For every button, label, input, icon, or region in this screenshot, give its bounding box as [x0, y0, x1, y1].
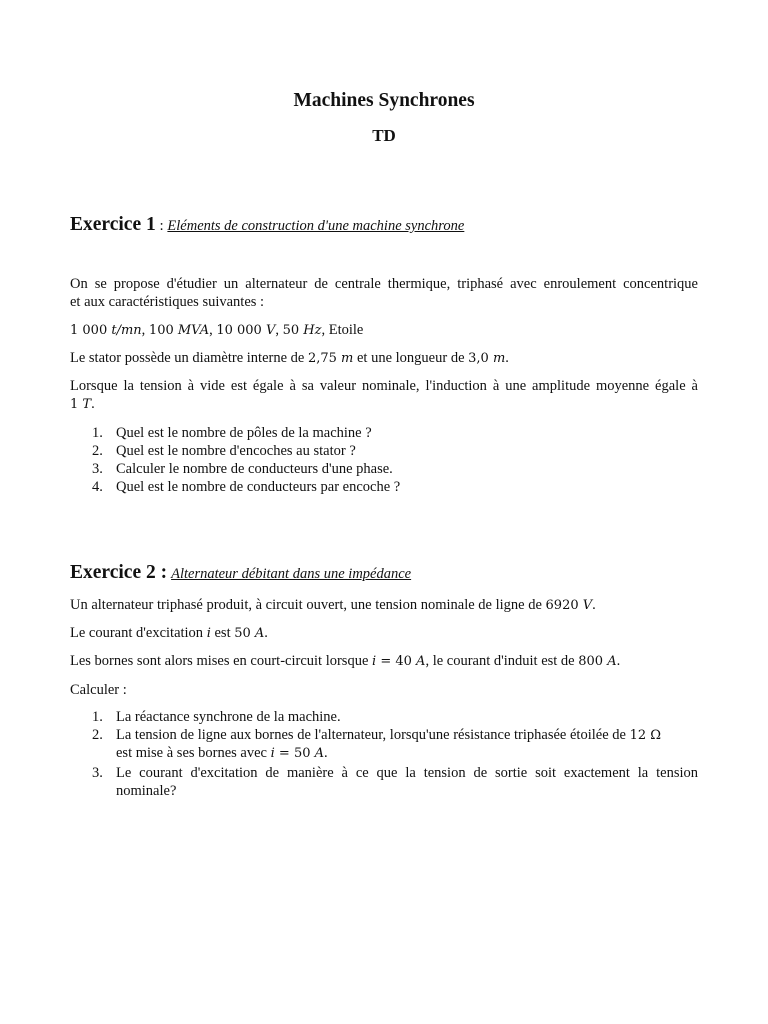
question-text-end: . [324, 745, 328, 761]
spec-separator: , [209, 322, 217, 338]
spec-power-unit: MVA [177, 323, 210, 338]
spec-voltage-value: 10 000 [216, 323, 266, 338]
current-variable: i [206, 626, 211, 641]
question-number: 4. [92, 479, 103, 495]
question-text [116, 726, 698, 745]
exercise-2-line2 [70, 624, 698, 643]
armature-current-value: 800 [578, 654, 608, 669]
question-text-line: nominale? [116, 783, 177, 799]
exercise-1-intro-line1: On se propose d'étudier un alternateur de centrale thermique, triphasé avec enroulement concentrique [70, 276, 698, 292]
resistance-unit: Ω [650, 728, 662, 743]
excitation-current-value: 50 [293, 746, 315, 761]
excitation-current-unit: A [254, 626, 265, 641]
spec-speed-unit: t/mn [111, 323, 142, 338]
exercise-2-heading [70, 562, 710, 584]
exercise-1-induction-line1: Lorsque la tension à vide est égale à sa valeur nominale, l'induction à une amplitude moyenne égale à [70, 378, 698, 394]
exercise-2-subtitle: Alternateur débitant dans une impédance [171, 566, 412, 582]
question-number: 1. [92, 425, 103, 441]
spec-connection: , Etoile [321, 322, 364, 338]
exercise-1-stator [70, 349, 698, 368]
spec-frequency-unit: Hz [303, 323, 322, 338]
equals-sign: = [274, 746, 294, 761]
question-text: Quel est le nombre d'encoches au stator ? [116, 443, 356, 459]
spec-frequency-value: 50 [282, 323, 304, 338]
line-text: . [592, 597, 596, 613]
exercise-2-line3 [70, 652, 698, 671]
induction-end: . [91, 396, 95, 412]
spec-speed-value: 1 000 [70, 323, 112, 338]
line-text: Le courant d'excitation [70, 625, 207, 641]
resistance-value: 12 [629, 728, 651, 743]
current-variable: i [372, 654, 377, 669]
spec-power-value: 100 [148, 323, 178, 338]
equals-sign: = [376, 654, 396, 669]
line-voltage-unit: V [582, 598, 593, 613]
induction-value: 1 [70, 397, 83, 412]
armature-current-unit: A [607, 654, 617, 669]
exercise-2-calc-label: Calculer : [70, 682, 127, 698]
short-circuit-excitation-unit: A [416, 654, 426, 669]
exercise-1-heading [70, 214, 710, 236]
exercise-2-line1 [70, 596, 698, 615]
question-text-line: Le courant d'excitation de manière à ce que la tension de sortie soit exactement la tension [116, 765, 698, 781]
exercise-1-subtitle: Eléments de construction d'une machine synchrone [167, 218, 465, 234]
current-variable: i [270, 746, 275, 761]
question-text-line: La tension de ligne aux bornes de l'alternateur, lorsqu'une résistance triphasée étoilée de [116, 727, 630, 743]
stator-diameter-unit: m [341, 351, 354, 366]
page-subtitle: TD [372, 126, 396, 145]
question-number: 3. [92, 765, 103, 781]
question-text: Quel est le nombre de conducteurs par encoche ? [116, 479, 401, 495]
line-text: Les bornes sont alors mises en court-circuit lorsque [70, 653, 373, 669]
question-text: Quel est le nombre de pôles de la machine ? [116, 425, 372, 441]
spec-separator: , [275, 322, 283, 338]
line-text: . [264, 625, 268, 641]
line-text: est [210, 625, 235, 641]
question-number: 3. [92, 461, 103, 477]
question-text: Calculer le nombre de conducteurs d'une phase. [116, 461, 393, 477]
spec-separator: , [141, 322, 149, 338]
stator-text: et une longueur de [353, 350, 469, 366]
exercise-1-induction-line2 [70, 395, 698, 414]
question-number: 1. [92, 709, 103, 725]
line-voltage-value: 6920 [545, 598, 583, 613]
stator-length-unit: m [492, 351, 506, 366]
question-text [116, 744, 698, 763]
stator-length-value: 3,0 [468, 351, 493, 366]
stator-text: . [505, 350, 509, 366]
spec-voltage-unit: V [265, 323, 276, 338]
question-text-line: est mise à ses bornes avec [116, 745, 271, 761]
induction-unit: T [82, 397, 92, 412]
line-text: . [616, 653, 621, 669]
exercise-1-intro-line2: et aux caractéristiques suivantes : [70, 294, 265, 310]
short-circuit-excitation-value: 40 [395, 654, 417, 669]
excitation-current-value: 50 [234, 626, 255, 641]
exercise-1-number: Exercice 1 [70, 214, 156, 235]
excitation-current-unit: A [314, 746, 325, 761]
page-title: Machines Synchrones [293, 90, 475, 111]
exercise-1-specs [70, 321, 698, 340]
line-text: , le courant d'induit est de [425, 653, 579, 669]
stator-diameter-value: 2,75 [307, 351, 342, 366]
line-text: Un alternateur triphasé produit, à circuit ouvert, une tension nominale de ligne de [70, 597, 546, 613]
question-number: 2. [92, 443, 103, 459]
exercise-1-colon: : [155, 218, 168, 234]
question-number: 2. [92, 727, 103, 743]
exercise-2-number: Exercice 2 : [70, 562, 168, 583]
question-text: La réactance synchrone de la machine. [116, 709, 341, 725]
stator-text: Le stator possède un diamètre interne de [70, 350, 308, 366]
